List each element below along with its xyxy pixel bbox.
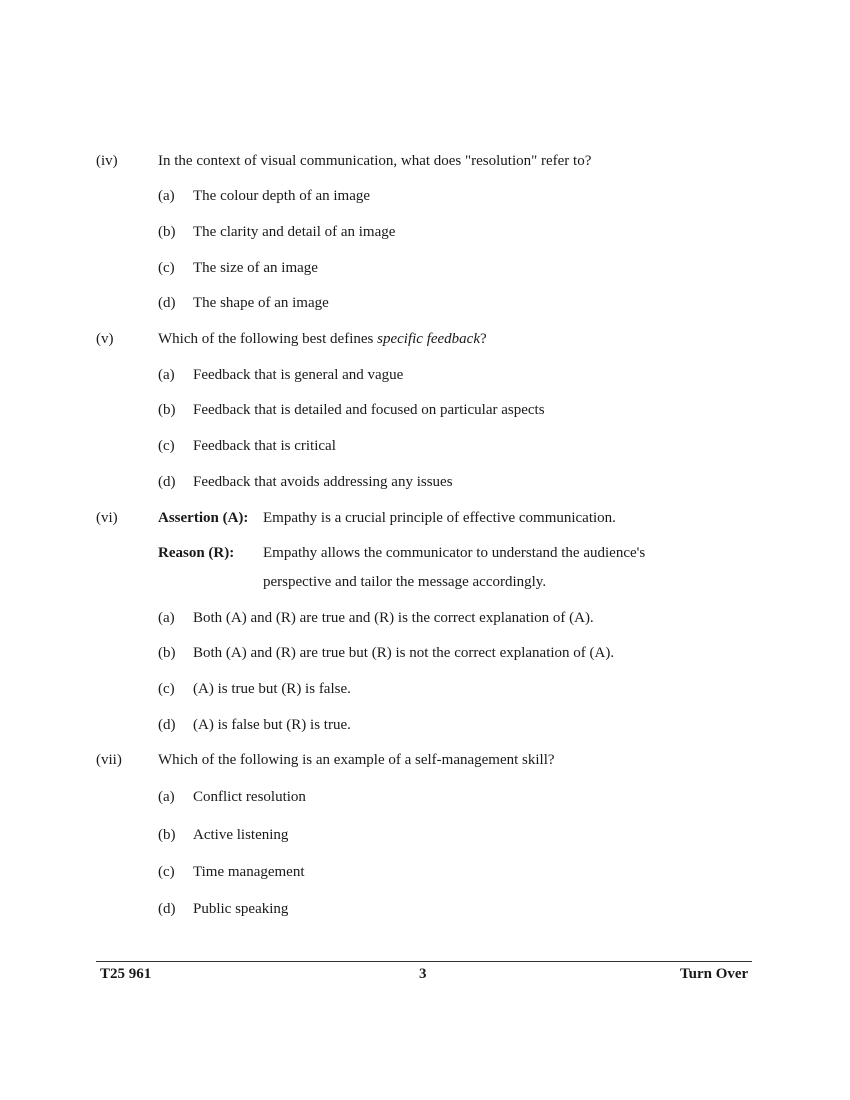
option-text: Feedback that is critical [193, 438, 336, 454]
reason-label: Reason (R): [158, 545, 235, 561]
option-letter: (c) [158, 681, 175, 697]
reason-text-line-2: perspective and tailor the message accordingly. [263, 574, 547, 590]
footer-divider [96, 961, 752, 962]
question-text-emphasis: specific feedback [377, 331, 480, 347]
option-letter: (c) [158, 260, 175, 276]
option-letter: (c) [158, 864, 175, 880]
option-text: (A) is true but (R) is false. [193, 681, 351, 697]
option-letter: (d) [158, 901, 176, 917]
option-letter: (b) [158, 827, 176, 843]
option-text: Feedback that avoids addressing any issues [193, 474, 453, 490]
option-letter: (a) [158, 367, 175, 383]
option-letter: (b) [158, 224, 176, 240]
question-number: (v) [96, 331, 114, 347]
option-letter: (d) [158, 717, 176, 733]
option-letter: (d) [158, 295, 176, 311]
option-text: Both (A) and (R) are true but (R) is not the correct explanation of (A). [193, 645, 615, 661]
option-text: The shape of an image [193, 295, 329, 311]
option-letter: (a) [158, 188, 175, 204]
option-text: The clarity and detail of an image [193, 224, 396, 240]
option-text: Active listening [193, 827, 289, 843]
turn-over-label: Turn Over [680, 966, 749, 982]
paper-code: T25 961 [100, 966, 152, 982]
option-text: Time management [193, 864, 305, 880]
question-number: (vii) [96, 752, 122, 768]
option-text: The colour depth of an image [193, 188, 371, 204]
question-text [158, 330, 487, 348]
question-number: (vi) [96, 510, 118, 526]
option-letter: (b) [158, 402, 176, 418]
assertion-label: Assertion (A): [158, 510, 249, 526]
option-letter: (a) [158, 610, 175, 626]
option-text: Conflict resolution [193, 789, 306, 805]
reason-text-line-1: Empathy allows the communicator to understand the audience's [263, 545, 646, 561]
assertion-text: Empathy is a crucial principle of effective communication. [263, 510, 616, 526]
question-text: In the context of visual communication, what does "resolution" refer to? [158, 153, 592, 169]
question-text: Which of the following is an example of a self-management skill? [158, 752, 555, 768]
question-number: (iv) [96, 153, 118, 169]
option-letter: (c) [158, 438, 175, 454]
question-text-end: ? [480, 331, 487, 347]
option-text: Both (A) and (R) are true and (R) is the correct explanation of (A). [193, 610, 594, 626]
option-text: Feedback that is detailed and focused on particular aspects [193, 402, 545, 418]
question-text-start: Which of the following best defines [158, 331, 378, 347]
option-letter: (d) [158, 474, 176, 490]
option-text: Feedback that is general and vague [193, 367, 404, 383]
option-letter: (b) [158, 645, 176, 661]
option-text: The size of an image [193, 260, 318, 276]
option-letter: (a) [158, 789, 175, 805]
page-number: 3 [419, 966, 427, 982]
option-text: (A) is false but (R) is true. [193, 717, 351, 733]
option-text: Public speaking [193, 901, 289, 917]
